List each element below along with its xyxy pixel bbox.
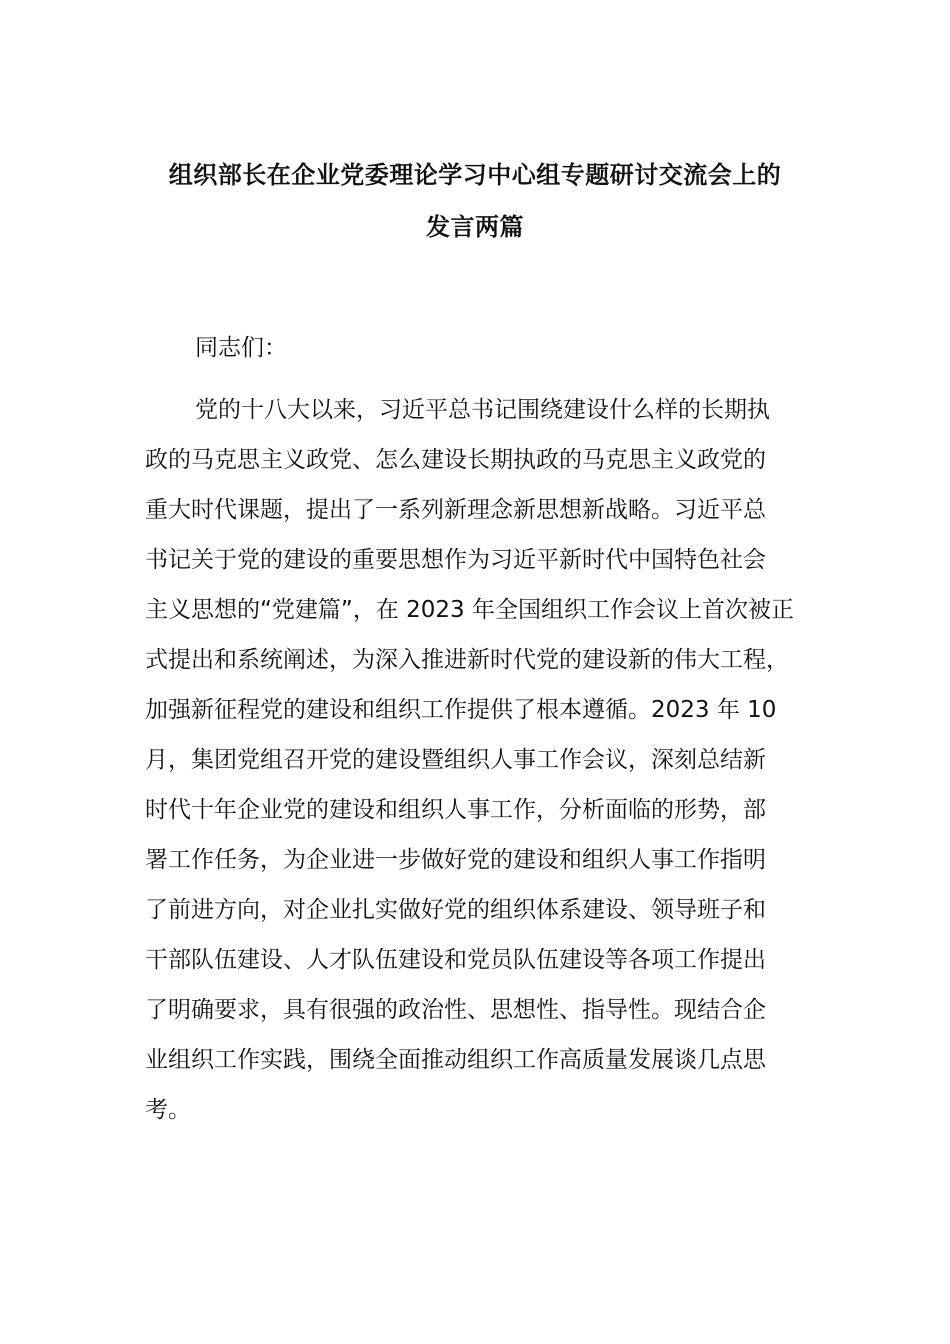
- paragraph-line: 式提出和系统阐述，为深入推进新时代党的建设新的伟大工程，: [145, 647, 789, 673]
- document-title-line-1: 组织部长在企业党委理论学习中心组专题研讨交流会上的: [168, 161, 782, 189]
- paragraph-line: 署工作任务，为企业进一步做好党的建设和组织人事工作指明: [145, 847, 766, 873]
- document-title-line-2: 发言两篇: [426, 213, 524, 241]
- paragraph-line: 政的马克思主义政党、怎么建设长期执政的马克思主义政党的: [145, 447, 766, 473]
- salutation: 同志们：: [195, 335, 287, 361]
- paragraph-line: 了前进方向，对企业扎实做好党的组织体系建设、领导班子和: [145, 897, 766, 923]
- paragraph-line: 月，集团党组召开党的建设暨组织人事工作会议，深刻总结新: [145, 747, 766, 773]
- paragraph-line: 考。: [145, 1097, 191, 1123]
- paragraph-line: 了明确要求，具有很强的政治性、思想性、指导性。现结合企: [145, 997, 766, 1023]
- paragraph-line: 加强新征程党的建设和组织工作提供了根本遵循。2023 年 10: [145, 697, 777, 723]
- paragraph-line: 主义思想的“党建篇”，在 2023 年全国组织工作会议上首次被正: [145, 597, 794, 623]
- paragraph-line: 书记关于党的建设的重要思想作为习近平新时代中国特色社会: [145, 547, 766, 573]
- paragraph-line: 重大时代课题，提出了一系列新理念新思想新战略。习近平总: [145, 497, 766, 523]
- paragraph-line: 时代十年企业党的建设和组织人事工作，分析面临的形势，部: [145, 797, 766, 823]
- paragraph-line: 党的十八大以来，习近平总书记围绕建设什么样的长期执: [195, 397, 770, 423]
- paragraph-line: 干部队伍建设、人才队伍建设和党员队伍建设等各项工作提出: [145, 947, 766, 973]
- paragraph-line: 业组织工作实践，围绕全面推动组织工作高质量发展谈几点思: [145, 1047, 766, 1073]
